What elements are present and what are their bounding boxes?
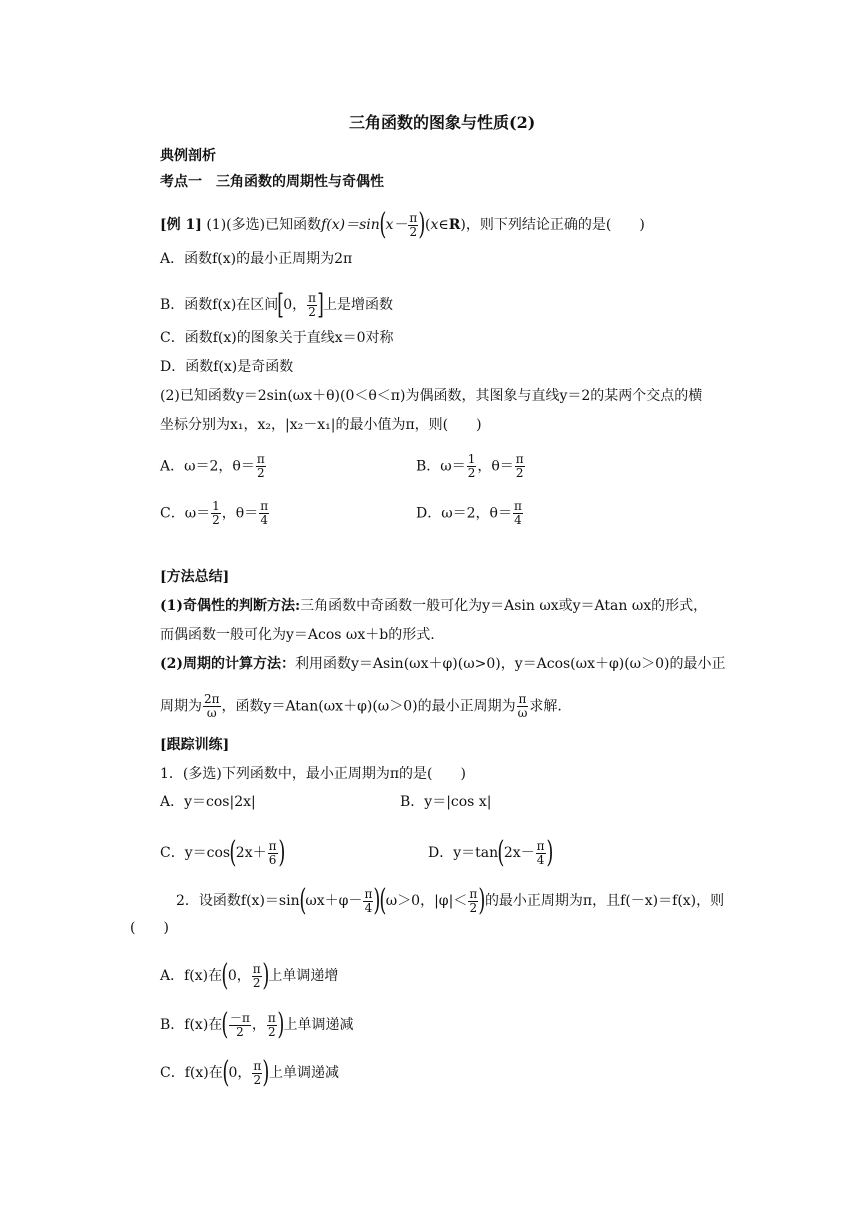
fraction: [229, 1012, 251, 1039]
denominator: 2: [308, 304, 316, 319]
text: 0，: [283, 297, 307, 313]
fraction: [267, 1012, 277, 1039]
text: C．f(x)在: [160, 1065, 223, 1081]
fraction: [256, 453, 266, 480]
text: D．y＝tan: [428, 845, 499, 861]
numerator: π: [268, 838, 277, 853]
denominator: 2: [257, 466, 265, 480]
question2-stem: [176, 883, 725, 918]
text: x: [430, 217, 439, 233]
text: 2．设函数f(x)＝sin: [176, 893, 300, 909]
text: 上单调递减: [283, 1017, 354, 1033]
numerator: 1: [467, 452, 476, 466]
page-title: 三角函数的图象与性质(2): [349, 113, 536, 132]
paren-open: (: [497, 835, 505, 870]
text: R: [448, 217, 461, 233]
paren-open: (: [298, 883, 306, 918]
paren-close: ): [262, 958, 270, 993]
denominator: 2: [515, 466, 524, 480]
text: (1)奇偶性的判断方法:: [160, 598, 301, 614]
method-para2-line1: [160, 654, 725, 674]
paren-close: ): [545, 835, 553, 870]
text: 2x＋: [235, 845, 267, 861]
numerator: π: [253, 1058, 262, 1073]
topic-heading: 考点一 三角函数的周期性与奇偶性: [160, 174, 384, 190]
text: B．f(x)在: [160, 1017, 223, 1033]
text: C．ω＝: [160, 505, 211, 522]
paren-close: ): [277, 1007, 285, 1042]
numerator: 1: [212, 499, 220, 513]
numerator: π: [409, 210, 418, 225]
text: (: [425, 217, 431, 233]
example1-part2-option-a: [160, 453, 267, 480]
denominator: 4: [514, 513, 522, 527]
numerator: π: [515, 452, 524, 466]
paren-close: ): [373, 883, 381, 918]
fraction: [468, 888, 478, 915]
fraction: [259, 500, 269, 527]
question1-option-d: [428, 835, 553, 870]
denominator: 2: [268, 1024, 276, 1039]
paren-close: ): [418, 207, 426, 242]
fraction: [408, 212, 418, 239]
text: A．ω＝2，θ＝: [160, 458, 255, 475]
numerator: π: [267, 1010, 276, 1025]
text: ，函数y＝Atan(ωx＋φ)(ω＞0)的最小正周期为: [221, 698, 516, 715]
question2-option-a: [160, 958, 339, 993]
text: ，θ＝: [477, 458, 514, 475]
text: (1)(多选)已知函数: [206, 217, 322, 233]
example1-part2-option-d: [416, 500, 524, 527]
example1-part2-option-c: [160, 500, 270, 527]
denominator: 4: [536, 852, 545, 867]
text: C．y＝cos: [160, 845, 231, 861]
numerator: π: [308, 290, 317, 305]
method-para2-line2: [160, 693, 562, 720]
fraction: [307, 292, 317, 319]
paren-close: ): [277, 835, 285, 870]
paren-close: ): [262, 1055, 270, 1090]
denominator: 2: [253, 1072, 262, 1087]
text: B．ω＝: [416, 458, 466, 475]
text: ∈: [438, 217, 449, 233]
question1-stem: 1．(多选)下列函数中，最小正周期为π的是( ): [160, 766, 466, 782]
numerator: π: [536, 838, 545, 853]
denominator: ω: [203, 706, 221, 720]
numerator: 2π: [204, 692, 220, 706]
fraction: [211, 500, 221, 527]
numerator: π: [364, 886, 373, 901]
numerator: π: [518, 692, 527, 706]
question1-option-c: [160, 835, 285, 870]
method-para1-line2: 而偶函数一般可化为y＝Acos ωx＋b的形式.: [160, 627, 435, 643]
question1-option-a: A．y＝cos|2x|: [160, 794, 256, 810]
fraction: [203, 693, 221, 720]
example1-option-b: [160, 290, 393, 320]
fraction: [517, 693, 529, 720]
denominator: 4: [260, 513, 268, 527]
paren-open: (: [229, 835, 237, 870]
denominator: 2: [229, 1025, 251, 1039]
paren-open: (: [379, 883, 387, 918]
example1-option-d: D．函数f(x)是奇函数: [160, 359, 294, 375]
text: ，θ＝: [221, 505, 259, 522]
method-label: [方法总结]: [160, 569, 230, 585]
fraction: [515, 453, 525, 480]
denominator: 2: [469, 900, 478, 915]
fraction: [268, 840, 278, 867]
numerator: π: [256, 452, 265, 466]
denominator: 6: [268, 852, 277, 867]
text: ωx＋φ－: [305, 893, 363, 909]
denominator: 2: [467, 466, 476, 480]
denominator: 2: [212, 513, 220, 527]
method-para1-line1: [160, 596, 707, 616]
paren-open: (: [222, 1055, 230, 1090]
denominator: 2: [252, 975, 261, 990]
fraction: [513, 500, 523, 527]
denominator: 4: [364, 900, 373, 915]
paren-open: (: [221, 1007, 229, 1042]
text: A．f(x)在: [160, 968, 223, 984]
example1-part2-line1: (2)已知函数y＝2sin(ωx＋θ)(0＜θ＜π)为偶函数，其图象与直线y＝2的某两个交点的横: [160, 388, 703, 404]
denominator: ω: [517, 706, 528, 720]
text: 的最小正周期为π，且f(－x)＝f(x)，则: [484, 893, 725, 909]
text: 周期为: [160, 698, 202, 715]
bracket-close: ]: [317, 288, 324, 321]
text: 上单调递减: [268, 1065, 339, 1081]
numerator: π: [513, 499, 522, 513]
text: f(x)＝sin: [321, 217, 380, 233]
question2-option-b: [160, 1007, 354, 1042]
text: ω＞0，|φ|＜: [385, 893, 468, 909]
fraction: [252, 1060, 262, 1087]
text: 0，: [228, 1065, 252, 1081]
example1-option-a: A．函数f(x)的最小正周期为2π: [160, 251, 353, 267]
fraction: [252, 963, 262, 990]
paren-close: ): [478, 883, 486, 918]
text: 0，: [227, 968, 251, 984]
numerator: π: [469, 886, 478, 901]
numerator: －π: [230, 1010, 250, 1025]
numerator: π: [252, 961, 261, 976]
section-heading: 典例剖析: [160, 148, 216, 164]
example1-part2-line2: 坐标分别为x₁，x₂，|x₂－x₁|的最小值为π，则( ): [160, 417, 482, 433]
fraction: [363, 888, 373, 915]
text: ，: [251, 1017, 266, 1033]
practice-label: [跟踪训练]: [160, 737, 230, 753]
paren-open: (: [221, 958, 229, 993]
denominator: 2: [409, 224, 418, 239]
example1-part2-option-b: [416, 453, 526, 480]
text: 三角函数中奇函数一般可化为y＝Asin ωx或y＝Atan ωx的形式，: [300, 598, 708, 614]
example1-stem: [160, 207, 645, 242]
fraction: [467, 453, 477, 480]
text: 利用函数y＝Asin(ωx＋φ)(ω>0)，y＝Acos(ωx＋φ)(ω＞0)的最小正: [295, 656, 726, 672]
question2-answer-paren: ( ): [130, 920, 169, 936]
text: x－: [385, 217, 408, 233]
fraction: [536, 840, 546, 867]
text: 上单调递增: [268, 968, 339, 984]
numerator: π: [260, 499, 269, 513]
text: 上是增函数: [322, 297, 393, 313]
text: B．函数f(x)在区间: [160, 297, 279, 313]
text: 2x－: [503, 845, 535, 861]
example1-option-c: C．函数f(x)的图象关于直线x＝0对称: [160, 330, 394, 346]
bracket-open: [: [277, 288, 285, 321]
question2-option-c: [160, 1055, 339, 1090]
text: D．ω＝2，θ＝: [416, 505, 512, 522]
question1-option-b: B．y＝|cos x|: [400, 794, 492, 810]
text: 求解.: [529, 698, 562, 715]
text: (2)周期的计算方法：: [160, 656, 295, 672]
paren-open: (: [379, 207, 387, 242]
example-label: [例 1]: [160, 217, 202, 233]
text: )，则下列结论正确的是( ): [460, 217, 645, 233]
